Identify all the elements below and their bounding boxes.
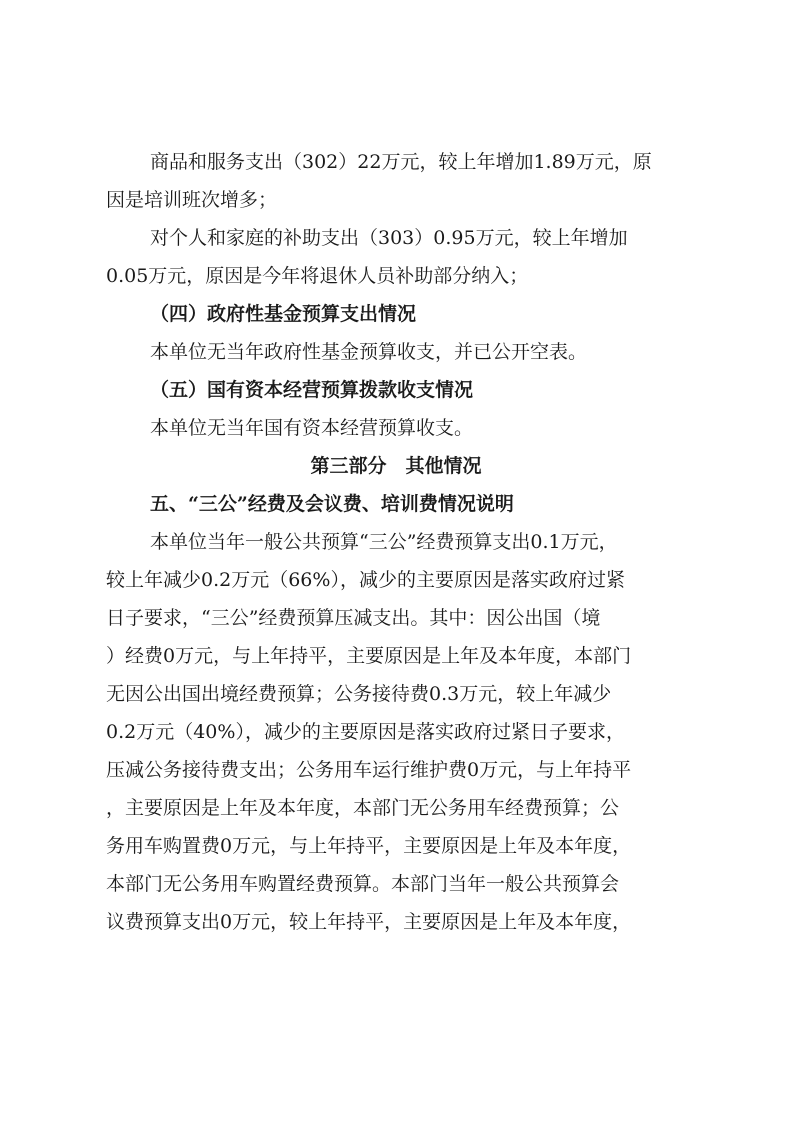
- section-heading: 五、“三公”经费及会议费、培训费情况说明: [150, 493, 514, 515]
- body-line: 日子要求，“三公”经费预算压减支出。其中：因公出国（境: [106, 607, 601, 629]
- section-heading: （五）国有资本经营预算拨款收支情况: [150, 379, 474, 401]
- body-line: 对个人和家庭的补助支出（303）0.95万元，较上年增加: [150, 227, 628, 249]
- body-line: 本单位当年一般公共预算“三公”经费预算支出0.1万元，: [150, 531, 618, 553]
- body-line: 本部门无公务用车购置经费预算。本部门当年一般公共预算会: [106, 873, 620, 895]
- body-line: ）经费0万元，与上年持平，主要原因是上年及本年度，本部门: [106, 645, 632, 667]
- body-line: 0.05万元，原因是今年将退休人员补助部分纳入；: [106, 265, 529, 287]
- body-line: 商品和服务支出（302）22万元，较上年增加1.89万元，原: [150, 151, 652, 173]
- body-line: 因是培训班次增多；: [106, 189, 278, 211]
- body-line: 务用车购置费0万元，与上年持平，主要原因是上年及本年度，: [106, 835, 632, 857]
- body-line: 压减公务接待费支出；公务用车运行维护费0万元，与上年持平: [106, 759, 632, 781]
- body-line: 本单位无当年政府性基金预算收支，并已公开空表。: [150, 341, 588, 363]
- body-line: 议费预算支出0万元，较上年持平，主要原因是上年及本年度，: [106, 911, 632, 933]
- body-line: 0.2万元（40%），减少的主要原因是落实政府过紧日子要求，: [106, 721, 625, 743]
- body-line: 较上年减少0.2万元（66%），减少的主要原因是落实政府过紧: [106, 569, 625, 591]
- section-heading: （四）政府性基金预算支出情况: [150, 303, 417, 325]
- body-line: ，主要原因是上年及本年度，本部门无公务用车经费预算；公: [106, 797, 620, 819]
- part-title: 第三部分 其他情况: [310, 455, 482, 477]
- body-line: 无因公出国出境经费预算；公务接待费0.3万元，较上年减少: [106, 683, 612, 705]
- body-line: 本单位无当年国有资本经营预算收支。: [150, 417, 474, 439]
